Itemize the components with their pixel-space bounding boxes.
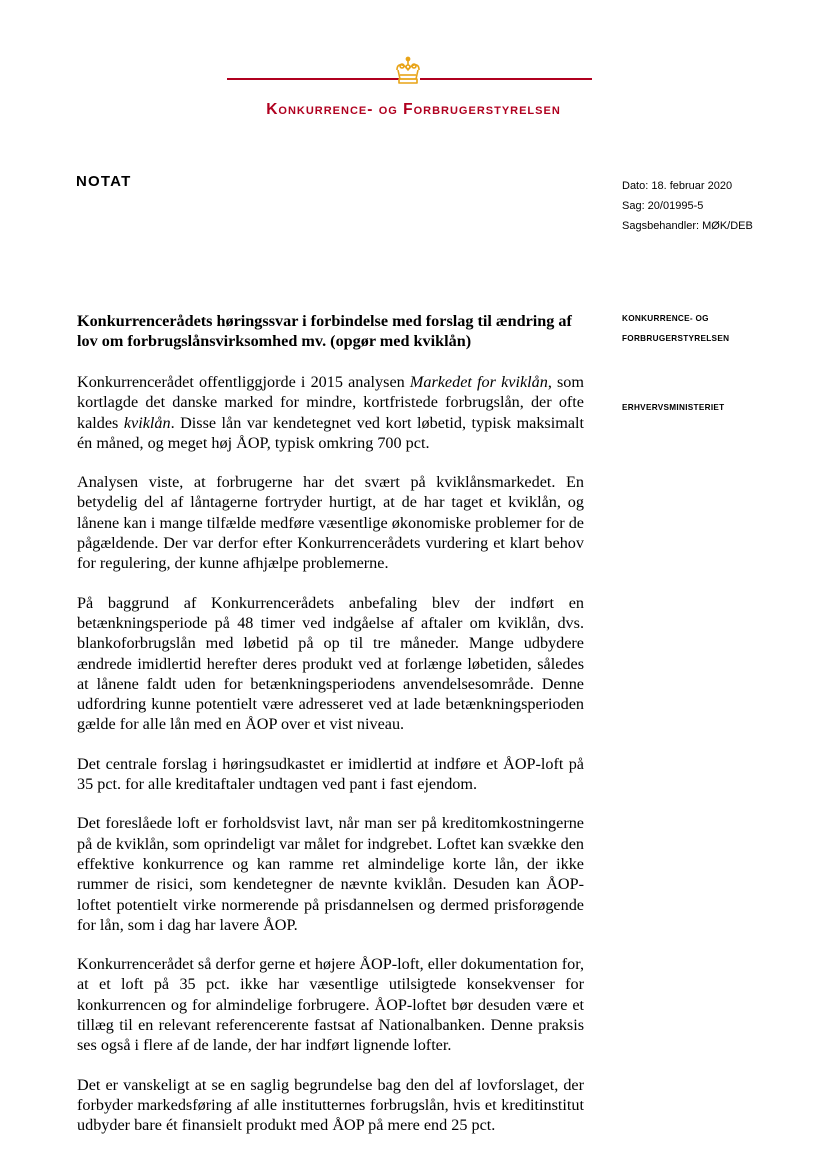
paragraph-1-part-a: Konkurrencerådet offentliggjorde i 2015 analysen (77, 373, 410, 391)
handler-line: Sagsbehandler: MØK/DEB (622, 220, 753, 232)
paragraph-1-italic-term: kviklån (123, 413, 171, 432)
paragraph-6: Konkurrencerådet så derfor gerne et højere ÅOP-loft, eller dokumentation for, at et loft på 35 pct. ikke har væsentlige utilsigtede konsekvenser for konkurrencen og for almindelige forbrugere. ÅOP-loftet bør desuden være et tillæg til en relevant referencerente fastsat af Nationalbanken. Denne praksis ses også i flere af de lande, der har indført lignende lofter. (77, 955, 584, 1055)
sidebar-agency-line1: KONKURRENCE- OG (622, 314, 709, 323)
document-metadata (622, 176, 753, 236)
paragraph-2: Analysen viste, at forbrugerne har det svært på kviklånsmarkedet. En betydelig del af låntagerne fortryder hurtigt, at de har taget et kviklån, og lånene kan i mange tilfælde medføre væsentlige økonomiske problemer for de pågældende. Der var derfor efter Konkurrencerådets vurdering et klart behov for regulering, der kunne afhjælpe problemerne. (77, 473, 584, 573)
case-line: Sag: 20/01995-5 (622, 200, 704, 212)
document-type: NOTAT (76, 173, 132, 190)
crown-icon (392, 56, 424, 88)
paragraph-7: Det er vanskeligt at se en saglig begrundelse bag den del af lovforslaget, der forbyder markedsføring af alle institutternes forbrugslån, hvis et kreditinstitut udbyder bare ét finansielt produkt med ÅOP på mere end 25 pct. (77, 1075, 584, 1135)
logo-rule-left (227, 78, 399, 80)
document-body (77, 311, 584, 1155)
paragraph-5: Det foreslåede loft er forholdsvist lavt, når man ser på kreditomkostningerne på de kviklån, som oprindeligt var målet for indgrebet. Loftet kan svække den effektive konkurrence og kan ramme ret almindelige korte lån, der ikke rummer de risici, som kendetegner de nævnte kviklån. Desuden kan ÅOP-loftet potentielt virke normerende på prisdannelsen og dermed prisforøgende for lån, som i dag har lavere ÅOP. (77, 814, 584, 934)
sidebar-agency (622, 309, 729, 349)
document-title: Konkurrencerådets høringssvar i forbindelse med forslag til ændring af lov om forbrugslånsvirksomhed mv. (opgør med kviklån) (77, 312, 572, 350)
paragraph-1-part-b: , som kortlagde det danske marked for mindre, kortfristede forbrugslån, der ofte kaldes (77, 373, 584, 432)
paragraph-1-part-c: . Disse lån var kendetegnet ved kort løbetid, typisk maksimalt én måned, og meget høj ÅOP, typisk omkring 700 pct. (77, 413, 585, 452)
sidebar-agency-line2: FORBRUGERSTYRELSEN (622, 334, 730, 343)
paragraph-1 (77, 372, 584, 453)
logo-rule-right (420, 78, 592, 80)
paragraph-3: På baggrund af Konkurrencerådets anbefaling blev der indført en betænkningsperiode på 48 timer ved indgåelse af aftaler om kviklån, dvs. blankoforbrugslån med løbetid på op til tre måneder. Mange udbydere ændrede imidlertid herefter deres produkt ved at forlænge løbetiden, således at lånene faldt uden for betænkningsperiodens anvendelsesområde. Denne udfordring kunne potentielt være adresseret ved at lade betænkningsperioden gælde for alle lån med en ÅOP over et vist niveau. (77, 593, 584, 734)
paragraph-4: Det centrale forslag i høringsudkastet er imidlertid at indføre et ÅOP-loft på 35 pct. for alle kreditaftaler undtagen ved pant i fast ejendom. (77, 754, 584, 794)
sidebar-ministry: ERHVERVSMINISTERIET (622, 403, 725, 412)
agency-wordmark: Konkurrence- og Forbrugerstyrelsen (266, 101, 561, 118)
agency-logo (0, 52, 827, 122)
paragraph-1-italic-title: Markedet for kviklån (409, 373, 548, 391)
date-line: Dato: 18. februar 2020 (622, 180, 733, 192)
